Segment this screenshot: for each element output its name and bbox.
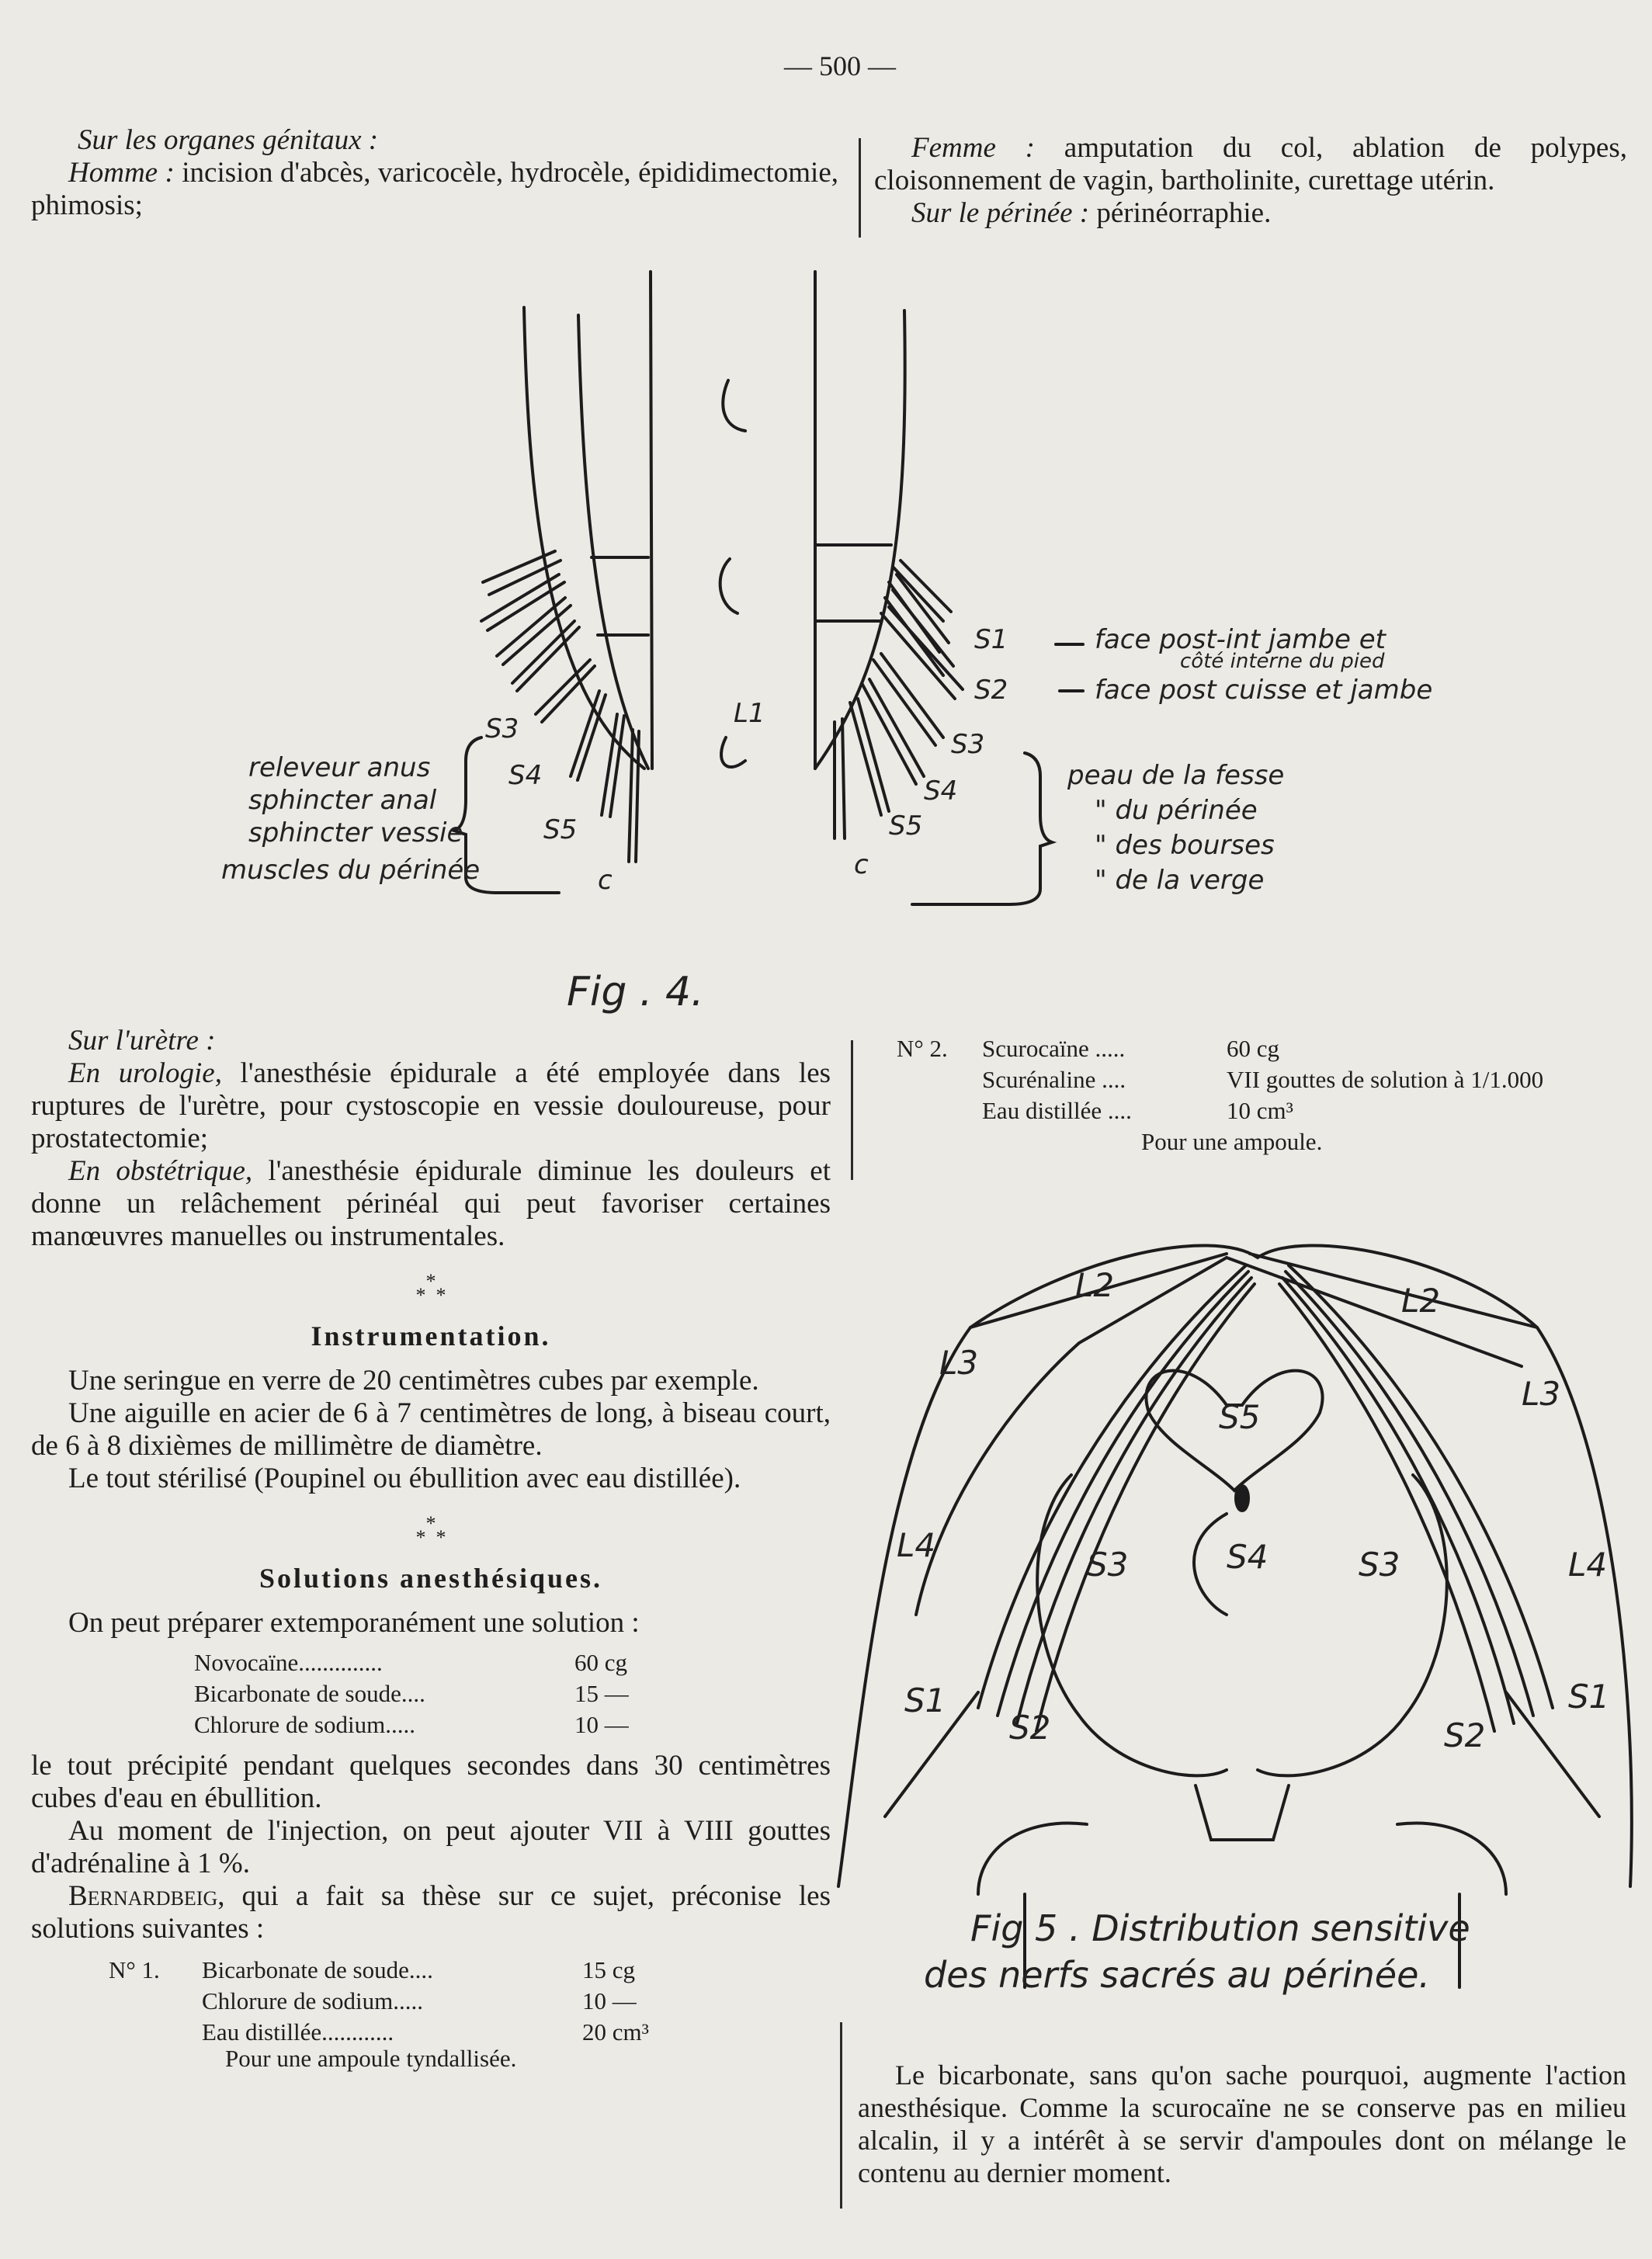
fig4-right-label-1: face post-int jambe et	[1095, 624, 1386, 655]
fig5-label-l4-left: L4	[897, 1526, 936, 1564]
formula-row: Chlorure de sodium..... 10 —	[202, 1987, 637, 2014]
fig5-label-s2-left: S2	[1009, 1709, 1051, 1747]
fig5-label-l2-right: L2	[1401, 1282, 1441, 1320]
fig4-label-l1: L1	[734, 698, 765, 729]
formula-no2-number: N° 2.	[897, 1035, 948, 1062]
fig4-caption: Fig . 4.	[567, 969, 704, 1015]
fig4-label-s2-right: S2	[974, 675, 1008, 706]
para-sterilized: Le tout stérilisé (Poupinel ou ébullition avec eau distillée).	[68, 1463, 741, 1494]
formula-row: Bicarbonate de soude.... 15 —	[194, 1680, 629, 1707]
fig4-label-s3-right: S3	[951, 729, 985, 760]
perinee-text: périnéorraphie.	[1096, 197, 1272, 229]
para-adrenaline: Au moment de l'injection, on peut ajouter VII à VIII gouttes d'adrénaline à 1 %.	[31, 1815, 831, 1879]
fig4-right-label-7: " de la verge	[1095, 865, 1265, 896]
fig4-left-label-2: sphincter anal	[248, 785, 437, 816]
formula-row: Bicarbonate de soude.... 15 cg	[202, 1956, 636, 1983]
femme-label: Femme :	[911, 132, 1035, 164]
formula-row: Chlorure de sodium..... 10 —	[194, 1711, 629, 1738]
fig5-label-s3-right: S3	[1359, 1546, 1400, 1584]
fig5-label-s4: S4	[1227, 1538, 1268, 1576]
formula-no1	[31, 1956, 831, 2073]
obstetrics-label: En obstétrique,	[68, 1155, 253, 1187]
para-precipitated: le tout précipité pendant quelques secondes dans 30 centimètres cubes d'eau en ébullition.	[31, 1750, 831, 1814]
fig5-anus-mark	[1236, 1486, 1248, 1511]
homme-text: incision d'abcès, varicocèle, hydrocèle, épididimectomie, phimosis;	[31, 157, 839, 221]
figure-5	[823, 1211, 1652, 2026]
fig5-label-l3-right: L3	[1522, 1375, 1561, 1413]
formula-row: Eau distillée .... 10 cm³	[982, 1097, 1293, 1124]
fig4-left-label-4: muscles du périnée	[221, 855, 481, 886]
fig4-label-c-right: c	[854, 849, 869, 880]
fig4-left-outline-outer	[524, 307, 644, 769]
formula-row: Novocaïne.............. 60 cg	[194, 1649, 628, 1676]
formula-no1-number: N° 1.	[109, 1956, 160, 1983]
urology-label: En urologie,	[68, 1057, 222, 1089]
fig5-caption-line2: des nerfs sacrés au périnée.	[924, 1954, 1431, 1996]
femme-text: amputation du col, ablation de polypes, cloisonnement de vagin, bartholinite, curettage utérin.	[874, 132, 1628, 196]
fig4-right-label-5: " du périnée	[1095, 795, 1258, 826]
heading-instrumentation: Instrumentation.	[311, 1320, 551, 1352]
fig4-label-s1-right: S1	[974, 624, 1008, 655]
fig5-label-s1-left: S1	[904, 1681, 946, 1719]
para-prepare: On peut préparer extemporanément une solution :	[68, 1607, 640, 1639]
top-left-block	[31, 124, 838, 222]
urology-text: l'anesthésie épidurale a été employée dans les ruptures de l'urètre, pour cystoscopie en vessie douloureuse, pour prostatectomie;	[31, 1057, 831, 1154]
column-rule-middle	[851, 1040, 853, 1180]
fig4-right-label-6: " des bourses	[1095, 830, 1275, 861]
fig5-caption-line1: Fig 5 . Distribution sensitive	[970, 1907, 1470, 1949]
top-right-block	[874, 132, 1627, 230]
fig4-label-s4-right: S4	[924, 776, 958, 807]
section-stars-1: * * *	[415, 1270, 446, 1306]
heading-solutions: Solutions anesthésiques.	[259, 1563, 603, 1594]
urethra-heading: Sur l'urètre :	[68, 1025, 216, 1057]
fig4-label-s5-left: S5	[543, 814, 578, 845]
column-rule-top	[859, 138, 861, 238]
fig5-label-s3-left: S3	[1087, 1546, 1129, 1584]
fig4-label-s5-right: S5	[889, 810, 923, 841]
formula-novocaine	[194, 1649, 629, 1742]
fig4-right-label-4: peau de la fesse	[1067, 760, 1285, 791]
formula-row: Eau distillée............ 20 cm³	[202, 2018, 649, 2046]
author-name: Bernardbeig,	[68, 1880, 225, 1912]
fig4-label-s3-left: S3	[485, 713, 519, 744]
figure-4	[0, 256, 1652, 1025]
para-syringe: Une seringue en verre de 20 centimètres cubes par exemple.	[68, 1365, 759, 1397]
para-bicarbonate: Le bicarbonate, sans qu'on sache pourquoi, augmente l'action anesthésique. Comme la scurocaïne ne se conserve pas en milieu alcalin, il y a intérêt à se servir d'ampoules dont on mélange le contenu au dernier moment.	[858, 2059, 1626, 2188]
fig4-label-c-left: c	[598, 865, 613, 896]
fig5-label-s1-right: S1	[1568, 1678, 1610, 1716]
fig4-left-spine	[651, 272, 652, 769]
fig5-label-l2-left: L2	[1075, 1266, 1115, 1304]
fig5-label-s2-right: S2	[1444, 1716, 1486, 1754]
fig4-right-label-3: face post cuisse et jambe	[1095, 675, 1433, 706]
section-stars-2: * * *	[415, 1512, 446, 1549]
fig4-label-s4-left: S4	[508, 760, 543, 791]
fig5-label-l4-right: L4	[1568, 1546, 1608, 1584]
fig4-left-label-1: releveur anus	[248, 752, 431, 783]
fig4-left-label-3: sphincter vessie	[248, 817, 463, 848]
fig5-label-s5: S5	[1219, 1398, 1261, 1436]
formula-no2-footer: Pour une ampoule.	[1141, 1128, 1323, 1155]
fig4-right-label-2: côté interne du pied	[1180, 650, 1385, 673]
formula-no1-footer: Pour une ampoule tyndallisée.	[225, 2045, 517, 2072]
left-column	[31, 1025, 831, 2073]
formula-row: Scurénaline .... VII gouttes de solution à 1/1.000	[982, 1066, 1544, 1093]
homme-label: Homme :	[68, 157, 175, 189]
perinee-label: Sur le périnée :	[911, 197, 1090, 229]
para-needle: Une aiguille en acier de 6 à 7 centimètres de long, à biseau court, de 6 à 8 dixièmes de millimètre de diamètre.	[31, 1397, 831, 1462]
genital-heading: Sur les organes génitaux :	[78, 124, 379, 156]
page-number: — 500 —	[784, 50, 896, 82]
fig5-label-l3-left: L3	[939, 1344, 979, 1382]
para-bernardbeig: qui a fait sa thèse sur ce sujet, préconise les solutions suivantes :	[31, 1880, 831, 1945]
final-paragraph-block	[858, 2059, 1626, 2189]
column-rule-bottom	[840, 2022, 842, 2209]
formula-row: Scurocaïne ..... 60 cg	[982, 1035, 1280, 1062]
obstetrics-text: l'anesthésie épidurale diminue les douleurs et donne un relâchement périnéal qui peut favoriser certaines manœuvres manuelles ou instrumentales.	[31, 1155, 831, 1252]
